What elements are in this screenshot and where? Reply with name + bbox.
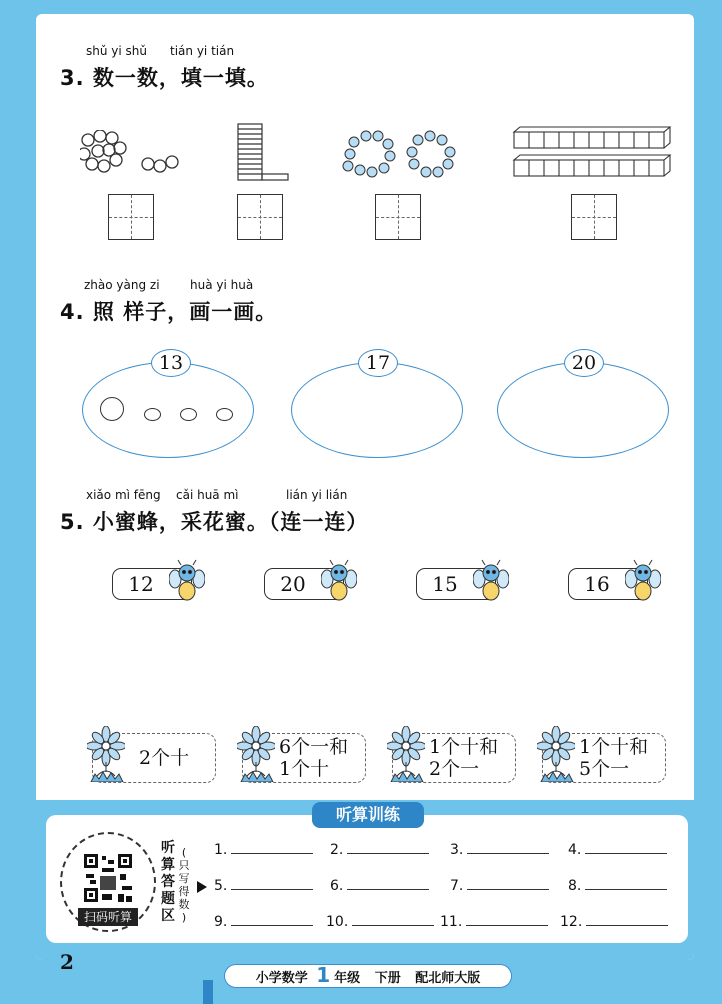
bee-card[interactable] bbox=[264, 568, 344, 600]
flower-text: 1个十 bbox=[279, 758, 330, 780]
flower-card[interactable] bbox=[542, 733, 666, 783]
pinyin: shǔ yi shǔ bbox=[86, 44, 147, 58]
qr-caption: 扫码听算 bbox=[78, 908, 138, 926]
answer-item[interactable]: 3. bbox=[450, 842, 549, 858]
bee-icon bbox=[321, 559, 357, 603]
flower-icon bbox=[87, 726, 125, 782]
answer-area-label: 听 算 答 题 区 bbox=[161, 840, 175, 924]
answer-box[interactable] bbox=[108, 194, 154, 240]
answer-item[interactable]: 9. bbox=[214, 914, 313, 930]
example-big-circle bbox=[100, 397, 124, 421]
listening-tab: 听算训练 bbox=[312, 802, 424, 828]
answer-box[interactable] bbox=[571, 194, 617, 240]
ellipse-number: 17 bbox=[358, 349, 398, 377]
flower-card[interactable] bbox=[242, 733, 366, 783]
bee-number: 20 bbox=[280, 572, 306, 596]
bee-icon bbox=[169, 559, 205, 603]
pinyin: xiǎo mì fēng bbox=[86, 488, 161, 502]
bee-card[interactable] bbox=[568, 568, 648, 600]
answer-item[interactable]: 2. bbox=[330, 842, 429, 858]
answer-box[interactable] bbox=[375, 194, 421, 240]
section-3-title: 3. 数一数，填一填。 bbox=[60, 66, 269, 90]
bee-card[interactable] bbox=[112, 568, 192, 600]
flower-text: 1个十和 bbox=[579, 736, 649, 758]
answer-item[interactable]: 5. bbox=[214, 878, 313, 894]
pinyin: zhào yàng zi bbox=[84, 278, 160, 292]
section-5-title: 5. 小蜜蜂，采花蜜。（连一连） bbox=[60, 510, 369, 534]
flower-icon bbox=[537, 726, 575, 782]
answer-item[interactable]: 11. bbox=[440, 914, 548, 930]
answer-item[interactable]: 8. bbox=[568, 878, 667, 894]
answer-box[interactable] bbox=[237, 194, 283, 240]
page-number: 2 bbox=[60, 950, 74, 974]
flower-text: 6个一和 bbox=[279, 736, 349, 758]
example-small-circle bbox=[216, 408, 233, 421]
answer-area-note: ( 只 写 得 数 ) bbox=[178, 846, 190, 924]
answer-item[interactable]: 10. bbox=[326, 914, 434, 930]
flower-icon bbox=[387, 726, 425, 782]
bee-icon bbox=[625, 559, 661, 603]
bee-number: 12 bbox=[128, 572, 154, 596]
bee-card[interactable] bbox=[416, 568, 496, 600]
answer-item[interactable]: 6. bbox=[330, 878, 429, 894]
flower-text: 2个十 bbox=[139, 747, 190, 769]
flower-card[interactable] bbox=[392, 733, 516, 783]
stick-bundle-picture bbox=[234, 120, 294, 184]
blue-bead-rings-picture bbox=[340, 130, 460, 182]
example-small-circle bbox=[144, 408, 161, 421]
pinyin: cǎi huā mì bbox=[176, 488, 239, 502]
flower-text: 1个十和 bbox=[429, 736, 499, 758]
example-small-circle bbox=[180, 408, 197, 421]
answer-item[interactable]: 7. bbox=[450, 878, 549, 894]
qr-code-icon[interactable] bbox=[82, 852, 134, 904]
flower-text: 2个一 bbox=[429, 758, 480, 780]
pinyin: lián yi lián bbox=[286, 488, 348, 502]
answer-item[interactable]: 4. bbox=[568, 842, 667, 858]
bee-number: 16 bbox=[584, 572, 610, 596]
section-4-title: 4. 照 样子，画一画。 bbox=[60, 300, 278, 324]
spine-marker bbox=[203, 980, 213, 1004]
flower-text: 5个一 bbox=[579, 758, 630, 780]
ellipse-number: 20 bbox=[564, 349, 604, 377]
bee-number: 15 bbox=[432, 572, 458, 596]
ellipse-number: 13 bbox=[151, 349, 191, 377]
cube-rows-picture bbox=[510, 124, 680, 182]
answer-item[interactable]: 12. bbox=[560, 914, 668, 930]
answer-item[interactable]: 1. bbox=[214, 842, 313, 858]
bead-ring-picture bbox=[80, 130, 190, 180]
pinyin: huà yi huà bbox=[190, 278, 254, 292]
flower-card[interactable] bbox=[92, 733, 216, 783]
flower-icon bbox=[237, 726, 275, 782]
footer-banner: 小学数学 1 年级 下册 配北师大版 bbox=[224, 964, 512, 988]
pinyin: tián yi tián bbox=[170, 44, 235, 58]
play-arrow-icon bbox=[196, 880, 208, 894]
bee-icon bbox=[473, 559, 509, 603]
